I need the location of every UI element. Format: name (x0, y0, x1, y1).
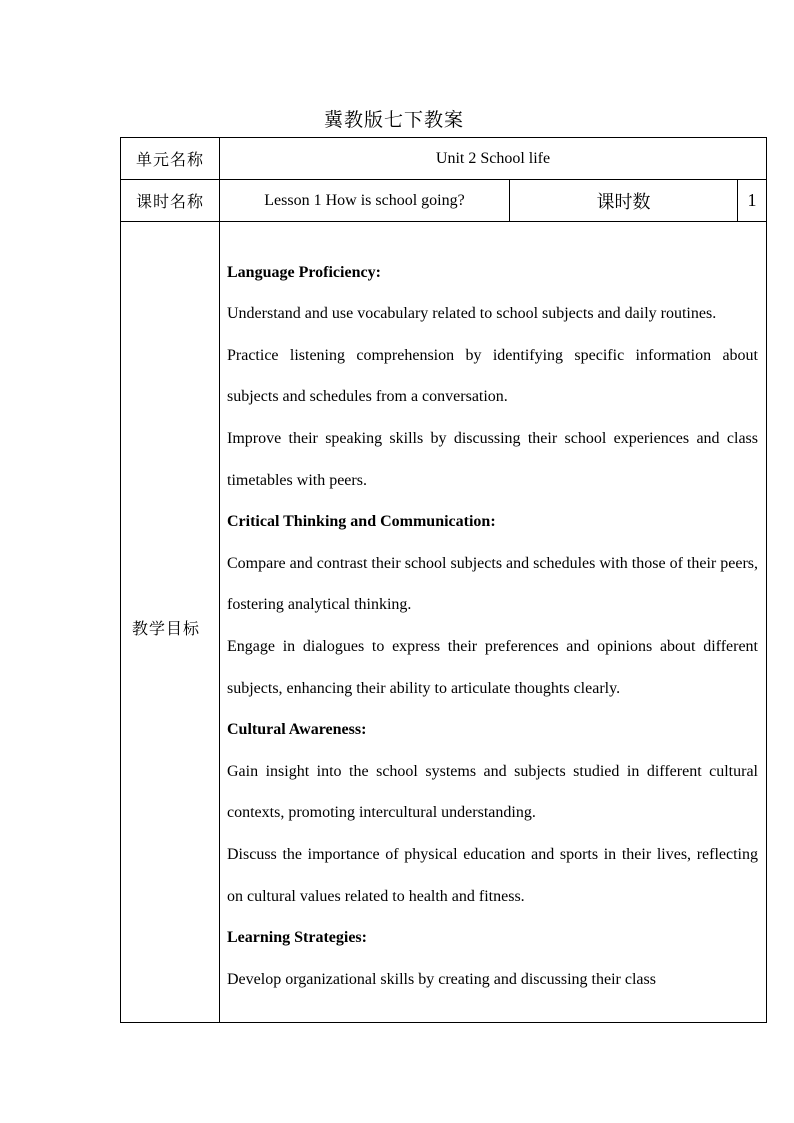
objective-item: Develop organizational skills by creating and discussing their class (227, 970, 656, 988)
objective-item: Engage in dialogues to express their preferences and opinions about different subjects, enhancing their ability to articulate thoughts clearly. (227, 638, 758, 697)
lesson-plan-table (120, 137, 767, 1023)
periods-value: 1 (738, 180, 767, 222)
objective-item: Understand and use vocabulary related to school subjects and daily routines. (227, 305, 717, 323)
lesson-value: Lesson 1 How is school going? (220, 180, 510, 222)
document-title: 冀教版七下教案 (323, 109, 464, 131)
objectives-row (121, 222, 767, 1023)
objective-heading: Cultural Awareness: (227, 721, 367, 739)
periods-label: 课时数 (510, 180, 738, 222)
unit-row (121, 138, 767, 180)
lesson-row (121, 180, 767, 222)
objective-item: Improve their speaking skills by discussing their school experiences and class timetables with peers. (227, 430, 758, 489)
objective-heading: Language Proficiency: (227, 263, 381, 281)
objective-heading: Critical Thinking and Communication: (227, 513, 496, 531)
unit-value: Unit 2 School life (220, 138, 767, 180)
objective-item: Practice listening comprehension by identifying specific information about subjects and schedules from a conversation. (227, 346, 758, 406)
objective-item: Gain insight into the school systems and subjects studied in different cultural contexts, promoting intercultural understanding. (227, 762, 758, 822)
objective-item: Compare and contrast their school subjects and schedules with those of their peers, fostering analytical thinking. (227, 554, 758, 614)
objectives-content (220, 244, 766, 1001)
objective-item: Discuss the importance of physical education and sports in their lives, reflecting on cultural values related to health and fitness. (227, 845, 758, 905)
unit-label: 单元名称 (121, 138, 220, 180)
lesson-label: 课时名称 (121, 180, 220, 222)
objectives-cell (220, 222, 767, 1023)
objective-heading: Learning Strategies: (227, 929, 367, 947)
objectives-label: 教学目标 (121, 222, 220, 1023)
